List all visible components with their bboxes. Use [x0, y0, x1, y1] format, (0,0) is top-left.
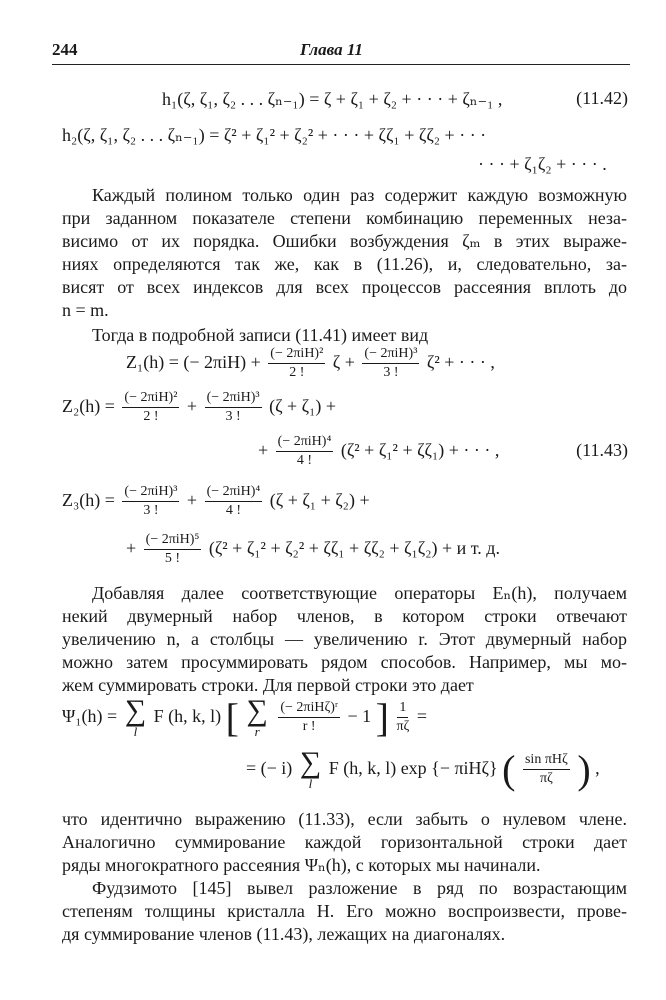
equation-h1: h₁(ζ, ζ₁, ζ₂ . . . ζₙ₋₁) = ζ + ζ₁ + ζ₂ + · · · + ζₙ₋₁ , — [162, 89, 503, 109]
paragraph-1-line-6: n = m. — [62, 300, 109, 320]
header-rule — [52, 64, 630, 65]
z1-lhs: Z₁(h) = (− 2πiH) + — [126, 352, 261, 372]
paragraph-1-line-4: ниях определяются так же, как в (11.26), и, следовательно, за- — [62, 254, 627, 274]
right-bracket: ] — [375, 694, 389, 740]
z3b-lead: + — [126, 538, 137, 558]
equation-psi-line-2 — [246, 744, 600, 792]
equation-h2: h₂(ζ, ζ₁, ζ₂ . . . ζₙ₋₁) = ζ² + ζ₁² + ζ₂² + · · · + ζζ₁ + ζζ₂ + · · · — [62, 125, 487, 145]
z3b-tail: (ζ² + ζ₁² + ζ₂² + ζζ₁ + ζζ₂ + ζ₁ζ₂) + и т. д. — [208, 538, 500, 558]
sum-over-l: ∑ l — [124, 694, 147, 740]
paragraph-1-line-5: висят от всех индексов для всех процессов рассеяния вплоть до — [62, 277, 627, 297]
psi-line2-lhs: = (− i) — [246, 758, 293, 778]
paragraph-2: Тогда в подробной записи (11.41) имеет вид — [92, 325, 429, 345]
paragraph-1-line-3: висимо от их порядка. Ошибки возбуждения ζₘ в этих выраже- — [62, 231, 627, 251]
left-bracket: [ — [225, 694, 239, 740]
paragraph-1-line-2: при заданном показателе степени комбинацию переменных неза- — [62, 208, 627, 228]
psi-equals: = — [416, 706, 427, 726]
paragraph-3-line-2: некий двумерный набор членов, в котором строки отвечают — [62, 606, 627, 626]
page-number: 244 — [52, 40, 78, 59]
psi-fraction-1: $\frac{\text{(− 2πiHζ)ʳ}}{r !}$ — [280, 700, 338, 735]
z1-fraction-2: $\frac{\text{(− 2πiH)³}}{3 !}$ — [364, 346, 418, 381]
equation-z2 — [62, 386, 336, 426]
paragraph-3-line-5: жем суммировать строки. Для первой строки это дает — [62, 675, 474, 695]
equation-z3 — [62, 480, 370, 520]
z2b-fraction: $\frac{\text{(− 2πiH)⁴}}{4 !}$ — [277, 434, 332, 469]
z3b-fraction: $\frac{\text{(− 2πiH)⁵}}{5 !}$ — [145, 532, 200, 567]
z1-mid: ζ + — [332, 352, 355, 372]
paragraph-4-line-1: что идентично выражению (11.33), если забыть о нулевом члене. — [62, 809, 627, 829]
right-paren: ) — [577, 746, 591, 792]
z2-tail: (ζ + ζ₁) + — [269, 396, 337, 416]
equation-h2-continuation: · · · + ζ₁ζ₂ + · · · . — [478, 154, 607, 174]
z2-fraction-1: $\frac{\text{(− 2πiH)²}}{2 !}$ — [124, 390, 178, 425]
paragraph-3-line-4: можно затем просуммировать рядом способов. Например, мы мо- — [62, 652, 627, 672]
equation-z3-continuation — [126, 528, 500, 568]
sum-over-r: ∑ r — [246, 694, 268, 740]
paragraph-4-line-2: Аналогично суммирование каждой горизонтальной строки дает — [62, 832, 627, 852]
psi-lhs: Ψ₁(h) = — [62, 706, 118, 726]
left-paren: ( — [502, 746, 516, 792]
equation-number-11-43: (11.43) — [576, 440, 628, 460]
psi-minus-one: − 1 — [347, 706, 372, 726]
z2-plus: + — [186, 396, 198, 416]
z2-fraction-2: $\frac{\text{(− 2πiH)³}}{3 !}$ — [206, 390, 260, 425]
z2b-lead: + — [258, 440, 269, 460]
equation-z1 — [126, 342, 495, 382]
equation-psi-line-1 — [62, 692, 427, 740]
paragraph-4-line-3: ряды многократного рассеяния Ψₙ(h), с которых мы начинали. — [62, 855, 541, 875]
z3-fraction-1: $\frac{\text{(− 2πiH)³}}{3 !}$ — [124, 484, 178, 519]
z2-lhs: Z₂(h) = — [62, 396, 115, 416]
paragraph-5-line-2: степеням толщины кристалла H. Его можно воспроизвести, прове- — [62, 901, 627, 921]
z1-tail: ζ² + · · · , — [426, 352, 495, 372]
z3-fraction-2: $\frac{\text{(− 2πiH)⁴}}{4 !}$ — [206, 484, 261, 519]
equation-number-11-42: (11.42) — [576, 88, 628, 108]
z1-fraction-1: $\frac{\text{(− 2πiH)²}}{2 !}$ — [270, 346, 324, 381]
paragraph-5-line-1: Фудзимото [145] вывел разложение в ряд по возрастающим — [92, 878, 627, 898]
sum-over-l-2: ∑ l — [299, 746, 322, 792]
z3-lhs: Z₃(h) = — [62, 490, 115, 510]
paragraph-1-line-1: Каждый полином только один раз содержит каждую возможную — [92, 185, 627, 205]
z3-tail: (ζ + ζ₁ + ζ₂) + — [269, 490, 370, 510]
paragraph-3-line-3: увеличению n, а столбцы — увеличению r. Этот двумерный набор — [62, 629, 627, 649]
psi-line2-mid: F (h, k, l) exp {− πiHζ} — [328, 758, 498, 778]
equation-z2-continuation — [258, 430, 499, 470]
paragraph-3-line-1: Добавляя далее соответствующие операторы Eₙ(h), получаем — [92, 583, 627, 603]
z3-plus: + — [186, 490, 198, 510]
psi-line2-end: , — [595, 758, 600, 778]
paragraph-5-line-3: дя суммирование членов (11.43), лежащих на диагоналях. — [62, 924, 506, 944]
chapter-title: Глава 11 — [300, 40, 363, 59]
psi-F: F (h, k, l) — [153, 706, 222, 726]
psi-fraction-2: $\frac{1}{\pi\zeta}$ — [396, 700, 410, 735]
psi-fraction-3: $\frac{\text{sin πHζ}}{\pi\zeta}$ — [524, 752, 568, 787]
z2b-tail: (ζ² + ζ₁² + ζζ₁) + · · · , — [340, 440, 500, 460]
